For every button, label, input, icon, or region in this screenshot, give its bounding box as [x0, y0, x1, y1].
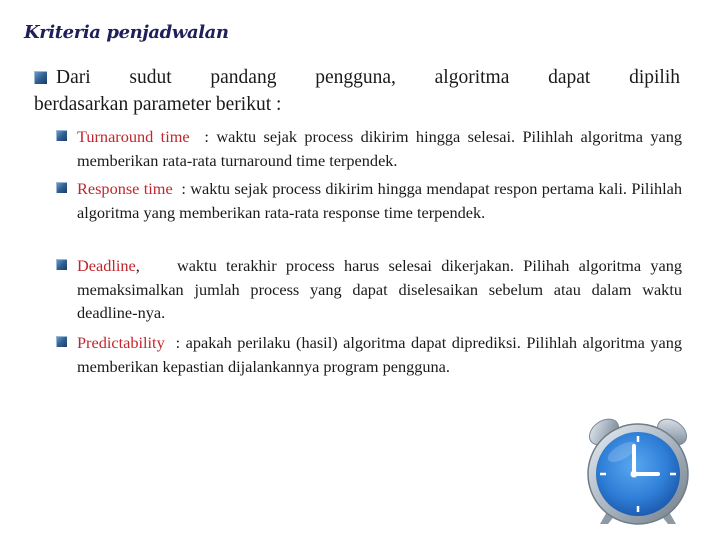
criteria-term: Deadline: [77, 256, 136, 275]
criteria-item-deadline: [56, 254, 682, 325]
criteria-separator: :: [189, 127, 217, 146]
criteria-item-turnaround: [56, 125, 682, 172]
criteria-separator: :: [172, 179, 191, 198]
criteria-description: waktu sejak process dikirim hingga selesai. Pilihlah algoritma yang memberikan rata-rata turnaround time terpendek.: [77, 127, 682, 170]
page-title: Kriteria penjadwalan: [24, 22, 229, 43]
intro-paragraph: [34, 64, 680, 118]
criteria-description: apakah perilaku (hasil) algoritma dapat diprediksi. Pilihlah algoritma yang memberikan kepastian dijalankannya program pengguna.: [77, 333, 682, 376]
criteria-item-predictability: [56, 331, 682, 378]
criteria-description: waktu terakhir process harus selesai dikerjakan. Pilihah algoritma yang memaksimalkan jumlah process yang dapat diselesaikan sebelum atau dalam waktu deadline-nya.: [77, 256, 682, 322]
intro-line-2: berdasarkan parameter berikut :: [34, 94, 282, 115]
square-bullet-icon: [56, 130, 67, 141]
criteria-term: Turnaround time: [77, 127, 190, 146]
square-bullet-icon: [56, 182, 67, 193]
criteria-item-response: [56, 177, 682, 224]
criteria-separator: :: [164, 333, 186, 352]
criteria-separator: ,: [135, 256, 177, 275]
intro-line-1: Dari sudut pandang pengguna, algoritma dapat dipilih: [56, 67, 680, 88]
criteria-term: Predictability: [77, 333, 165, 352]
square-bullet-icon: [56, 259, 67, 270]
alarm-clock-icon: [578, 410, 698, 528]
square-bullet-icon: [34, 71, 47, 84]
square-bullet-icon: [56, 336, 67, 347]
criteria-description: waktu sejak process dikirim hingga mendapat respon pertama kali. Pilihlah algoritma yang memberikan rata-rata response time terpendek.: [77, 179, 682, 222]
criteria-term: Response time: [77, 179, 173, 198]
